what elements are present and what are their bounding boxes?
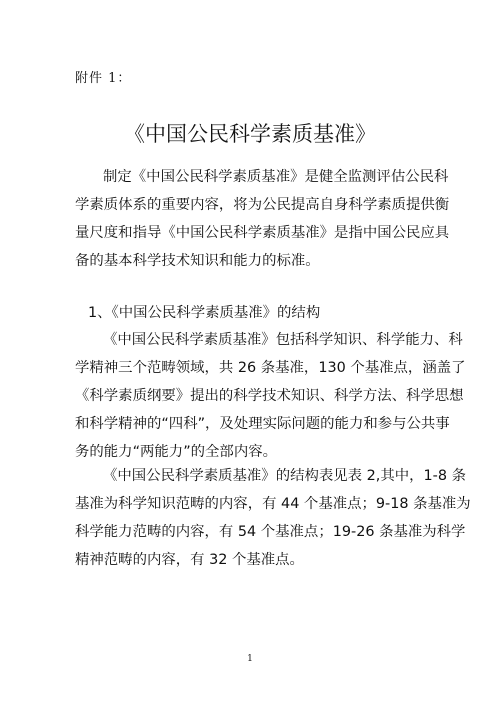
structure-paragraph: [75, 326, 466, 466]
paragraph-line: 和科学精神的“四科”，及处理实际问题的能力和参与公共事: [75, 416, 450, 432]
paragraph-line: 《中国公民科学素质基准》的结构表见表 2,其中，1-8 条: [103, 468, 466, 484]
paragraph-line: 学素质体系的重要内容，将为公民提高自身科学素质提供衡: [75, 197, 450, 213]
paragraph-line: 制定《中国公民科学素质基准》是健全监测评估公民科: [103, 169, 449, 185]
paragraph-line: 备的基本科学技术知识和能力的标准。: [75, 253, 320, 269]
paragraph-line: 基准为科学知识范畴的内容，有 44 个基准点；9-18 条基准为: [75, 496, 471, 512]
paragraph-line: 《科学素质纲要》提出的科学技术知识、科学方法、科学思想: [75, 388, 464, 404]
paragraph-line: 《中国公民科学素质基准》包括科学知识、科学能力、科: [103, 332, 463, 348]
paragraph-line: 学精神三个范畴领域，共 26 条基准，130 个基准点，涵盖了: [75, 360, 466, 376]
page-number: 1: [247, 654, 253, 664]
paragraph-line: 科学能力范畴的内容，有 54 个基准点；19-26 条基准为科学: [75, 524, 466, 540]
section-heading: 1、《中国公民科学素质基准》的结构: [88, 305, 321, 321]
paragraph-line: 量尺度和指导《中国公民科学素质基准》是指中国公民应具: [75, 225, 450, 241]
structure-table-paragraph: [75, 462, 471, 574]
document-title: 《中国公民科学素质基准》: [124, 122, 376, 146]
intro-paragraph: [75, 163, 450, 275]
paragraph-line: 务的能力“两能力”的全部内容。: [75, 444, 277, 460]
paragraph-line: 精神范畴的内容，有 32 个基准点。: [75, 552, 304, 568]
attachment-label: 附件 1：: [75, 71, 132, 86]
